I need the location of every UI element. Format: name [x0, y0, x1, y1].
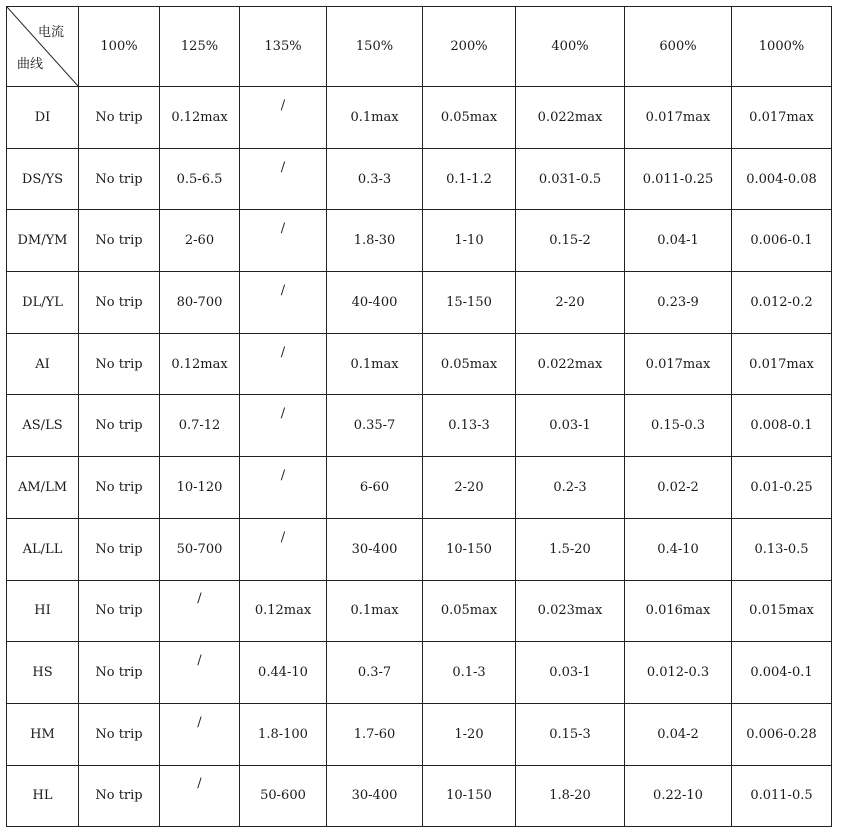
table-row [7, 87, 832, 149]
trip-time-cell: 0.15-2 [516, 210, 625, 272]
trip-time-cell: 0.016max [625, 580, 732, 642]
trip-time-cell: 0.017max [625, 87, 732, 149]
trip-time-cell: 50-600 [240, 765, 327, 827]
curve-label: DM/YM [7, 210, 79, 272]
trip-time-cell: 10-150 [423, 518, 516, 580]
table-row [7, 272, 832, 334]
trip-time-cell: No trip [79, 395, 160, 457]
curve-label: AS/LS [7, 395, 79, 457]
trip-time-cell: 0.3-7 [327, 642, 423, 704]
trip-time-cell: 50-700 [160, 518, 240, 580]
trip-time-cell: 0.13-0.5 [732, 518, 832, 580]
trip-time-cell: No trip [79, 87, 160, 149]
curve-label: AI [7, 333, 79, 395]
trip-time-cell: 40-400 [327, 272, 423, 334]
trip-time-cell [240, 457, 327, 519]
table-row [7, 765, 832, 827]
curve-label: DL/YL [7, 272, 79, 334]
not-applicable-mark: / [197, 591, 202, 607]
trip-time-cell: 2-60 [160, 210, 240, 272]
table-row [7, 580, 832, 642]
trip-time-cell: 0.12max [160, 333, 240, 395]
column-header: 600% [625, 7, 732, 87]
column-header: 135% [240, 7, 327, 87]
not-applicable-mark: / [280, 221, 286, 237]
trip-time-cell: 0.12max [240, 580, 327, 642]
trip-time-cell: No trip [79, 518, 160, 580]
trip-time-cell: 0.03-1 [516, 642, 625, 704]
not-applicable-mark: / [280, 529, 286, 545]
trip-time-cell: 0.15-3 [516, 703, 625, 765]
table-body [7, 87, 832, 827]
corner-current-label: 电流 [37, 25, 64, 40]
trip-time-cell: 0.004-0.08 [732, 148, 832, 210]
trip-time-cell: 0.44-10 [240, 642, 327, 704]
column-header: 150% [327, 7, 423, 87]
trip-time-cell: 0.03-1 [516, 395, 625, 457]
trip-time-cell: 80-700 [160, 272, 240, 334]
table-row [7, 148, 832, 210]
curve-label: DI [7, 87, 79, 149]
trip-time-cell: 0.05max [423, 580, 516, 642]
trip-time-cell: 10-120 [160, 457, 240, 519]
corner-diagonal [7, 7, 78, 86]
table-row [7, 518, 832, 580]
trip-time-cell: 0.008-0.1 [732, 395, 832, 457]
trip-time-cell: No trip [79, 272, 160, 334]
trip-time-cell: 0.031-0.5 [516, 148, 625, 210]
trip-time-cell: 0.1-3 [423, 642, 516, 704]
column-header: 100% [79, 7, 160, 87]
trip-time-cell: 0.012-0.2 [732, 272, 832, 334]
table-row [7, 457, 832, 519]
trip-time-cell: 0.5-6.5 [160, 148, 240, 210]
trip-time-cell [240, 87, 327, 149]
trip-time-cell: 1.8-20 [516, 765, 625, 827]
corner-curve-label: 曲线 [17, 57, 44, 72]
trip-time-cell [240, 210, 327, 272]
trip-time-cell: 1.7-60 [327, 703, 423, 765]
trip-time-cell: 2-20 [423, 457, 516, 519]
trip-time-cell: 0.04-2 [625, 703, 732, 765]
trip-time-cell: No trip [79, 765, 160, 827]
trip-time-cell [240, 148, 327, 210]
trip-time-cell: 0.1max [327, 87, 423, 149]
trip-time-cell: 10-150 [423, 765, 516, 827]
trip-time-cell: 15-150 [423, 272, 516, 334]
trip-time-cell: 0.022max [516, 333, 625, 395]
trip-time-cell: 0.13-3 [423, 395, 516, 457]
trip-time-cell: 0.017max [732, 333, 832, 395]
not-applicable-mark: / [280, 344, 286, 360]
trip-time-cell: 0.006-0.28 [732, 703, 832, 765]
trip-curve-table [6, 6, 832, 827]
table-row [7, 210, 832, 272]
table-row [7, 395, 832, 457]
column-header: 200% [423, 7, 516, 87]
trip-time-cell: 0.022max [516, 87, 625, 149]
trip-time-cell: 0.1max [327, 580, 423, 642]
trip-time-cell: 0.15-0.3 [625, 395, 732, 457]
trip-time-cell: 0.2-3 [516, 457, 625, 519]
corner-cell [7, 7, 79, 87]
trip-time-cell: 0.006-0.1 [732, 210, 832, 272]
trip-time-cell [240, 518, 327, 580]
column-header: 400% [516, 7, 625, 87]
curve-label: HM [7, 703, 79, 765]
not-applicable-mark: / [280, 97, 286, 113]
trip-time-cell: 30-400 [327, 765, 423, 827]
trip-time-cell: 0.3-3 [327, 148, 423, 210]
trip-time-cell: 0.35-7 [327, 395, 423, 457]
trip-time-cell: 0.22-10 [625, 765, 732, 827]
trip-time-cell: 0.011-0.25 [625, 148, 732, 210]
trip-time-cell [160, 703, 240, 765]
trip-time-cell: No trip [79, 580, 160, 642]
trip-time-cell: No trip [79, 703, 160, 765]
trip-time-cell: 0.01-0.25 [732, 457, 832, 519]
trip-time-cell: 0.017max [625, 333, 732, 395]
trip-time-cell: 0.1max [327, 333, 423, 395]
not-applicable-mark: / [280, 159, 286, 175]
column-header: 125% [160, 7, 240, 87]
trip-time-cell: No trip [79, 642, 160, 704]
trip-time-cell: 0.015max [732, 580, 832, 642]
trip-time-cell [240, 395, 327, 457]
trip-time-cell [160, 642, 240, 704]
trip-time-cell [240, 272, 327, 334]
trip-time-cell: 0.04-1 [625, 210, 732, 272]
trip-time-cell: No trip [79, 457, 160, 519]
trip-time-cell [240, 333, 327, 395]
not-applicable-mark: / [280, 406, 286, 422]
not-applicable-mark: / [280, 282, 286, 298]
trip-time-cell: 1-20 [423, 703, 516, 765]
trip-time-cell: 0.004-0.1 [732, 642, 832, 704]
curve-label: DS/YS [7, 148, 79, 210]
table-row [7, 703, 832, 765]
header-row [7, 7, 832, 87]
trip-time-cell: 2-20 [516, 272, 625, 334]
trip-time-cell: 0.011-0.5 [732, 765, 832, 827]
trip-time-cell: 1.8-100 [240, 703, 327, 765]
trip-time-cell: No trip [79, 333, 160, 395]
trip-time-cell: 1.8-30 [327, 210, 423, 272]
trip-time-cell: 1-10 [423, 210, 516, 272]
curve-label: HI [7, 580, 79, 642]
trip-time-cell: 0.23-9 [625, 272, 732, 334]
trip-time-cell: 30-400 [327, 518, 423, 580]
table-row [7, 642, 832, 704]
not-applicable-mark: / [197, 714, 202, 730]
curve-label: HS [7, 642, 79, 704]
curve-label: AM/LM [7, 457, 79, 519]
trip-time-cell: No trip [79, 210, 160, 272]
trip-time-cell: 0.1-1.2 [423, 148, 516, 210]
trip-time-cell: No trip [79, 148, 160, 210]
trip-time-cell: 0.4-10 [625, 518, 732, 580]
trip-time-cell [160, 765, 240, 827]
not-applicable-mark: / [197, 653, 202, 669]
curve-label: HL [7, 765, 79, 827]
trip-time-cell: 0.05max [423, 333, 516, 395]
trip-time-cell: 6-60 [327, 457, 423, 519]
trip-time-cell: 0.12max [160, 87, 240, 149]
not-applicable-mark: / [280, 467, 286, 483]
trip-time-cell [160, 580, 240, 642]
trip-time-cell: 0.012-0.3 [625, 642, 732, 704]
trip-time-cell: 0.02-2 [625, 457, 732, 519]
trip-time-cell: 1.5-20 [516, 518, 625, 580]
trip-time-cell: 0.7-12 [160, 395, 240, 457]
not-applicable-mark: / [197, 776, 202, 792]
column-header: 1000% [732, 7, 832, 87]
trip-time-cell: 0.05max [423, 87, 516, 149]
trip-time-cell: 0.023max [516, 580, 625, 642]
curve-label: AL/LL [7, 518, 79, 580]
trip-time-cell: 0.017max [732, 87, 832, 149]
table-row [7, 333, 832, 395]
